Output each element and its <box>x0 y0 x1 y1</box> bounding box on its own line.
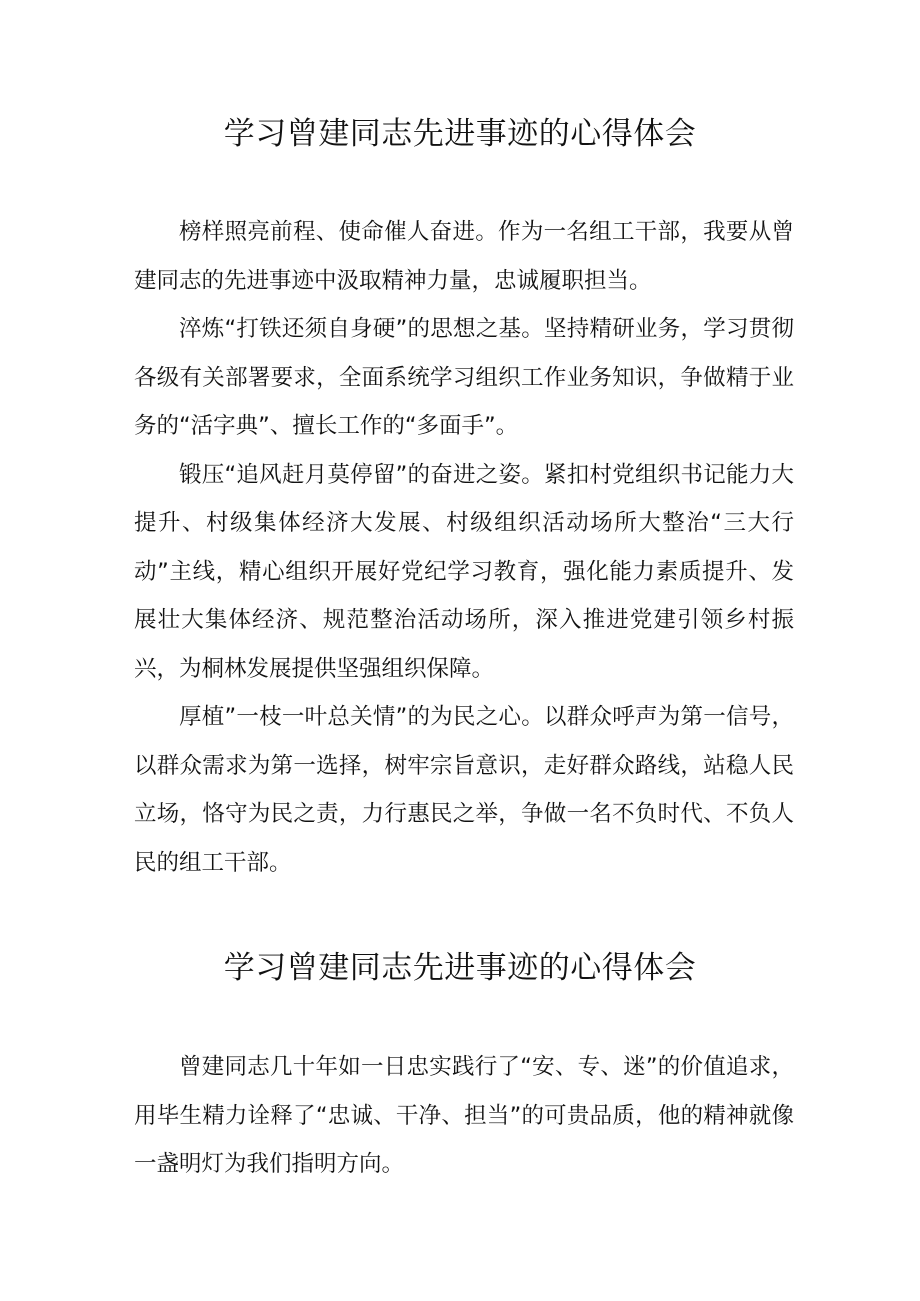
article-1-paragraph-1: 榜样照亮前程、使命催人奋进。作为一名组工干部，我要从曾建同志的先进事迹中汲取精神力量，忠诚履职担当。 <box>134 219 794 294</box>
article-2-body <box>134 1043 794 1189</box>
article-1-title: 学习曾建同志先进事迹的心得体会 <box>223 116 697 152</box>
article-1-paragraph-3: 锻压“追风赶月莫停留”的奋进之姿。紧扣村党组织书记能力大提升、村级集体经济大发展、村级组织活动场所大整治“三大行动”主线，精心组织开展好党纪学习教育，强化能力素质提升、发展壮大集体经济、规范整治活动场所，深入推进党建引领乡村振兴，为桐林发展提供坚强组织保障。 <box>134 461 794 682</box>
article-2-title: 学习曾建同志先进事迹的心得体会 <box>223 950 697 986</box>
article-2-paragraph-1: 曾建同志几十年如一日忠实践行了“安、专、迷”的价值追求，用毕生精力诠释了“忠诚、干净、担当”的可贵品质，他的精神就像一盏明灯为我们指明方向。 <box>134 1054 794 1177</box>
article-1-paragraph-2: 淬炼“打铁还须自身硬”的思想之基。坚持精研业务，学习贯彻各级有关部署要求，全面系统学习组织工作业务知识，争做精于业务的“活字典”、擅长工作的“多面手”。 <box>134 316 794 439</box>
article-1-body <box>134 208 794 887</box>
article-1-paragraph-4: 厚植”一枝一叶总关情”的为民之心。以群众呼声为第一信号，以群众需求为第一选择，树牢宗旨意识，走好群众路线，站稳人民立场，恪守为民之责，力行惠民之举，争做一名不负时代、不负人民的组工干部。 <box>134 704 794 876</box>
